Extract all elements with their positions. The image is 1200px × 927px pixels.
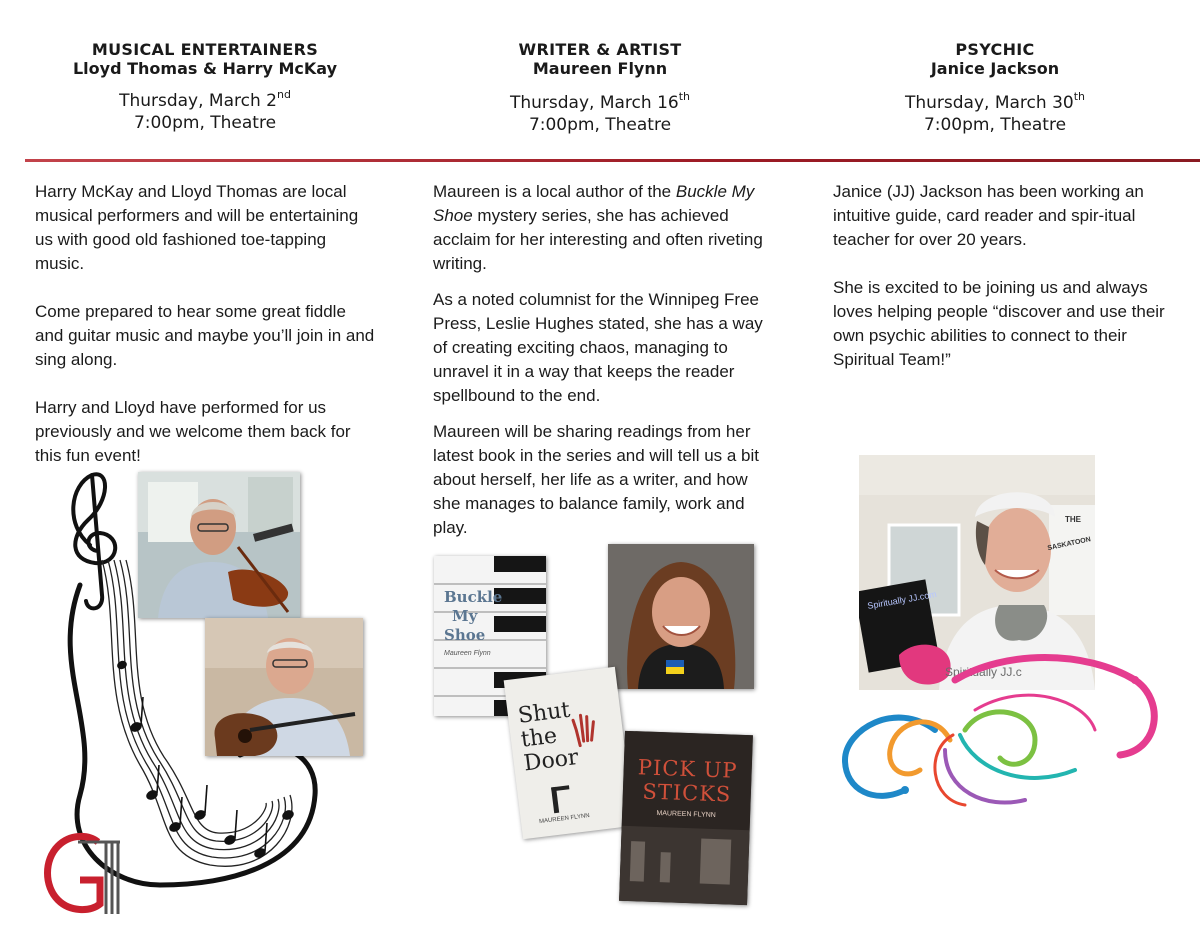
decorative-swirl-icon xyxy=(835,640,1170,815)
series-title: Buckle My Shoe xyxy=(433,182,755,225)
performer-names: Janice Jackson xyxy=(930,59,1060,78)
date-text: Thursday, March 16 xyxy=(509,93,679,113)
book-author: MAUREEN FLYNN xyxy=(538,812,591,826)
door-handle-icon xyxy=(551,785,569,791)
book-cover-text: Spiritually JJ.com xyxy=(866,588,938,612)
book-title xyxy=(444,588,502,645)
p1-end: mystery series, she has achieved acclaim for her interesting and often riveting writing. xyxy=(433,206,763,273)
category-title: WRITER & ARTIST xyxy=(518,40,682,59)
title-line: STICKS xyxy=(642,779,732,807)
header-writer xyxy=(420,40,780,136)
category-title: MUSICAL ENTERTAINERS xyxy=(91,40,319,59)
book-title xyxy=(622,755,752,807)
book-author: Maureen Flynn xyxy=(444,650,491,657)
paragraph: Maureen will be sharing readings from her latest book in the series and will tell us a bit about herself, her life as a writer, and how she manages to balance family, work and play. xyxy=(433,422,760,537)
book-author: MAUREEN FLYNN xyxy=(656,809,716,820)
handprint-icon xyxy=(568,709,602,748)
event-time: 7:00pm, Theatre xyxy=(133,113,277,133)
writer-description xyxy=(433,180,768,552)
paragraph: Harry McKay and Lloyd Thomas are local musical performers and will be entertaining us with good old fashioned toe-tapping music. xyxy=(35,182,359,273)
paragraph xyxy=(433,180,768,276)
date-suffix: nd xyxy=(276,88,291,101)
event-time: 7:00pm, Theatre xyxy=(923,115,1067,135)
wall-sign xyxy=(1065,515,1081,524)
title-line: Door xyxy=(522,744,580,777)
header-psychic xyxy=(815,40,1175,136)
date-suffix: th xyxy=(678,90,690,103)
title-line: Shoe xyxy=(444,626,486,644)
performer-names: Lloyd Thomas & Harry McKay xyxy=(72,59,337,78)
p1-start: Maureen is a local author of the xyxy=(433,182,676,201)
event-date xyxy=(25,90,385,112)
wall-sign-line: THE xyxy=(1065,515,1081,524)
g-logo-icon xyxy=(40,828,125,918)
paragraph: She is excited to be joining us and always loves helping people “discover and use their own psychic abilities to connect to their Spiritual Team!” xyxy=(833,278,1165,369)
title-line: Shut xyxy=(516,697,572,729)
header-divider xyxy=(25,159,1200,162)
event-date xyxy=(420,92,780,114)
paragraph: As a noted columnist for the Winnipeg Free Press, Leslie Hughes stated, she has a way of creating exciting chaos, managing to unravel it in a way that keeps the reader spellbound to the end. xyxy=(433,290,763,405)
header-musical xyxy=(25,40,385,134)
book-cover-shut-the-door xyxy=(504,667,635,839)
wall-sign-line: SASKATOON xyxy=(1046,536,1092,553)
date-suffix: th xyxy=(1073,90,1085,103)
musical-description xyxy=(35,180,375,492)
title-line: Buckle xyxy=(444,588,503,606)
fiddle-player-photo xyxy=(138,472,300,618)
psychic-description xyxy=(833,180,1173,396)
book-cover-pick-up-sticks xyxy=(619,731,753,905)
author-portrait-photo xyxy=(608,544,754,689)
guitar-player-photo xyxy=(205,618,363,756)
date-text: Thursday, March 30 xyxy=(904,93,1074,113)
title-line: My xyxy=(452,607,478,625)
paragraph: Janice (JJ) Jackson has been working an intuitive guide, card reader and spir-itual teacher for over 20 years. xyxy=(833,182,1144,249)
performer-names: Maureen Flynn xyxy=(532,59,668,78)
title-line: PICK UP xyxy=(637,755,738,783)
paragraph: Harry and Lloyd have performed for us previously and we welcome them back for this fun event! xyxy=(35,398,351,465)
date-text: Thursday, March 2 xyxy=(119,91,277,111)
event-time: 7:00pm, Theatre xyxy=(528,115,672,135)
category-title: PSYCHIC xyxy=(955,40,1035,59)
shirt-text: Spiritually JJ.c xyxy=(945,665,1022,679)
paragraph: Come prepared to hear some great fiddle and guitar music and maybe you’ll join in and sing along. xyxy=(35,302,375,369)
title-line: the xyxy=(519,723,559,753)
event-date xyxy=(815,92,1175,114)
